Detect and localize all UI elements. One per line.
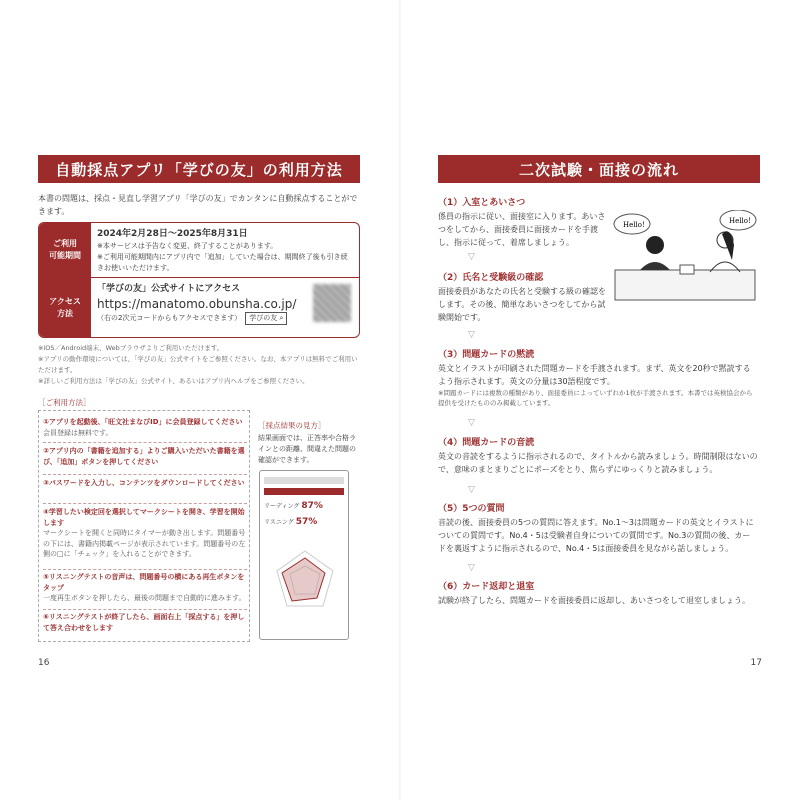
note-line: ※アプリの動作環境については、「学びの友」公式サイトをご参照ください。なお、本アプリは無料でご利用いただけます。 — [38, 355, 358, 374]
step-5: ⑤リスニングテストの音声は、問題番号の横にある再生ボタンをタップ 一度再生ボタンを押したら、最後の問題まで自動的に進みます。 — [43, 573, 246, 602]
arrow-down-icon: ▽ — [468, 330, 475, 340]
search-icon: ⌕ — [279, 314, 284, 322]
step-4: ④学習したい検定回を選択してマークシートを開き、学習を開始します マークシートを開くと同時にタイマーが動き出します。問題番号の下には、書籍内掲載ページが表示されています。問題番号の左側の□に「チェック」を入れることができます。 — [43, 508, 246, 558]
availability-row — [39, 223, 359, 277]
section-5: （5）5つの質問 音読の後、面接委員の5つの質問に答えます。No.1～3は問題カードの英文とイラストについての質問です。No.4・5は受験者自身についての質問です。No.3の質問の後、カードを裏返すように指示されるので、No.4・5は面接委員を見ながら話しましょう。 — [438, 504, 754, 553]
step-6: ⑥リスニングテストが終了したら、画面右上「採点する」を押して答え合わせをします — [43, 613, 245, 632]
qr-code[interactable] — [313, 284, 351, 322]
result-title: ［採点結果の見方］ — [258, 421, 326, 430]
access-label: アクセス 方法 — [39, 278, 91, 337]
phone-header-bar — [264, 477, 344, 484]
right-page — [400, 0, 800, 800]
phone-screenshot — [259, 470, 349, 640]
left-page-title: 自動採点アプリ「学びの友」の利用方法 — [38, 155, 360, 183]
arrow-down-icon: ▽ — [468, 418, 475, 428]
arrow-down-icon: ▽ — [468, 563, 475, 573]
availability-content — [91, 223, 359, 277]
bubble-left: Hello! — [623, 221, 645, 229]
page-number-left: 16 — [38, 658, 50, 668]
section-2: （2）氏名と受験級の確認 面接委員があなたの氏名と受験する級の確認をします。その後、簡単なあいさつをしてから試験開始です。 — [438, 273, 606, 322]
info-box — [38, 222, 360, 338]
section-1: （1）入室とあいさつ 係員の指示に従い、面接室に入ります。あいさつをしてから、面接委員に面接カードを手渡し、指示に従って、着席しましょう。 — [438, 198, 606, 247]
reading-score: リーディング 87% — [264, 501, 323, 511]
notes — [38, 343, 363, 387]
qr-note: （右の2次元コードからもアクセスできます） — [97, 314, 242, 322]
search-chip: 学びの友 ⌕ — [245, 312, 287, 325]
availability-label: ご利用 可能期間 — [39, 223, 91, 277]
arrow-down-icon: ▽ — [468, 485, 475, 495]
section-6: （6）カード返却と退室 試験が終了したら、問題カードを面接委員に返却し、あいさつをして退室しましょう。 — [438, 582, 750, 605]
access-url[interactable]: https://manatomo.obunsha.co.jp/ — [97, 297, 297, 311]
intro-text: 本書の問題は、採点・見直し学習アプリ「学びの友」でカンタンに自動採点することができます。 — [38, 194, 358, 216]
step-1: ①アプリを起動後、「旺文社まなびID」に会員登録してください 会員登録は無料です。 — [43, 418, 243, 437]
phone-accent-bar — [264, 488, 344, 495]
note-line: ※iOS／Android端末、Webブラウザよりご利用いただけます。 — [38, 344, 224, 352]
arrow-down-icon: ▽ — [468, 252, 475, 262]
usage-steps-box — [38, 410, 250, 642]
step-3: ③パスワードを入力し、コンテンツをダウンロードしてください — [43, 479, 245, 487]
section-3: （3）問題カードの黙読 英文とイラストが印刷された問題カードを手渡されます。まず、英文を20秒で黙読するよう指示されます。英文の分量は30語程度です。 ※問題カードには複数の種類があり、面接委員によっていずれか1枚が手渡されます。本書では英検協会から提供を受けたもののみ掲載しています。 — [438, 350, 753, 407]
radar-chart-icon — [270, 546, 340, 616]
listening-score: リスニング 57% — [264, 517, 318, 527]
interview-illustration — [610, 210, 760, 310]
right-page-title: 二次試験・面接の流れ — [438, 155, 760, 183]
result-text: 結果画面では、正答率や合格ラインとの距離、間違えた問題の確認ができます。 — [258, 434, 356, 464]
availability-period: 2024年2月28日～2025年8月31日 — [97, 229, 248, 239]
page-number-right: 17 — [750, 658, 762, 668]
availability-note-2: ※ご利用可能期間内にアプリ内で「追加」していた場合は、期間終了後も引き続きお使いいただけます。 — [97, 253, 348, 272]
note-line: ※詳しいご利用方法は「学びの友」公式サイト、あるいはアプリ内ヘルプをご参照ください。 — [38, 377, 309, 385]
availability-note-1: ※本サービスは予告なく変更、終了することがあります。 — [97, 242, 278, 250]
access-heading: 「学びの友」公式サイトにアクセス — [97, 284, 241, 294]
section-4: （4）問題カードの音読 英文の音読をするように指示されるので、タイトルから読みましょう。時間制限はないので、意味のまとまりごとにポーズをとり、焦らずにゆっくりと読みましょう。 — [438, 438, 758, 474]
access-row — [39, 277, 359, 337]
usage-title: ［ご利用方法］ — [38, 398, 91, 407]
bubble-right: Hello! — [729, 217, 751, 225]
step-2: ②アプリ内の「書籍を追加する」よりご購入いただいた書籍を選び、「追加」ボタンを押してください — [43, 447, 245, 466]
